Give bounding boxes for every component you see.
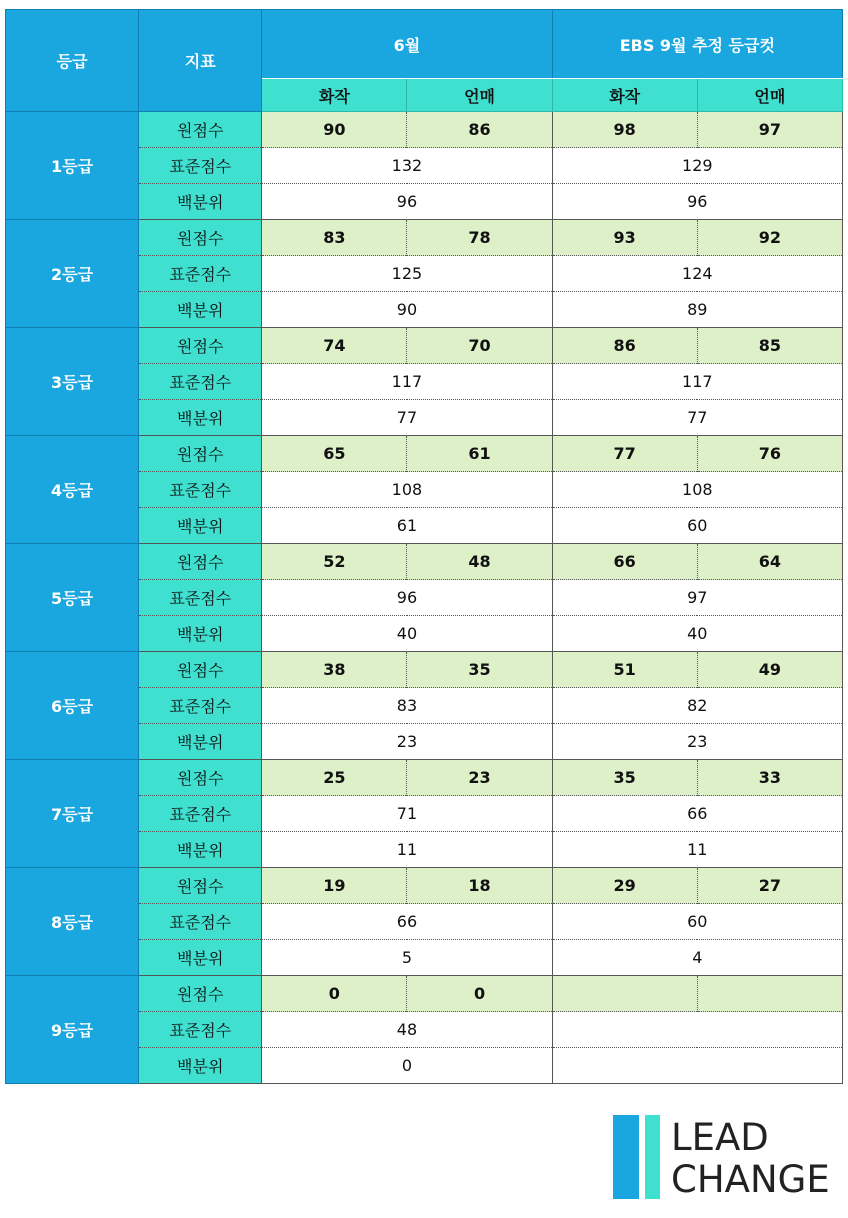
raw-score-cell: 51	[552, 652, 697, 688]
raw-score-cell: 49	[697, 652, 842, 688]
raw-score-cell: 52	[262, 544, 407, 580]
raw-score-cell: 61	[407, 436, 552, 472]
grade-label: 7등급	[6, 760, 139, 868]
metric-pct-label: 백분위	[139, 1048, 262, 1084]
metric-raw-label: 원점수	[139, 112, 262, 148]
percentile-cell: 5	[262, 940, 552, 976]
percentile-cell: 77	[552, 400, 842, 436]
metric-std-label: 표준점수	[139, 1012, 262, 1048]
metric-pct-label: 백분위	[139, 184, 262, 220]
metric-std-label: 표준점수	[139, 148, 262, 184]
raw-score-cell: 18	[407, 868, 552, 904]
table-row	[6, 652, 843, 688]
raw-score-cell: 97	[697, 112, 842, 148]
raw-score-cell: 78	[407, 220, 552, 256]
raw-score-cell: 29	[552, 868, 697, 904]
raw-score-cell: 35	[407, 652, 552, 688]
raw-score-cell: 23	[407, 760, 552, 796]
raw-score-cell: 38	[262, 652, 407, 688]
raw-score-cell: 0	[407, 976, 552, 1012]
standard-score-cell	[552, 1012, 842, 1048]
raw-score-cell: 33	[697, 760, 842, 796]
raw-score-cell: 27	[697, 868, 842, 904]
raw-score-cell: 90	[262, 112, 407, 148]
header-metric: 지표	[139, 10, 262, 112]
standard-score-cell: 83	[262, 688, 552, 724]
grade-cut-table	[5, 9, 843, 1084]
percentile-cell: 23	[552, 724, 842, 760]
standard-score-cell: 108	[552, 472, 842, 508]
table-row	[6, 868, 843, 904]
header-group-june: 6월	[262, 10, 552, 79]
grade-label: 3등급	[6, 328, 139, 436]
metric-std-label: 표준점수	[139, 688, 262, 724]
percentile-cell: 11	[552, 832, 842, 868]
header-group-ebs: EBS 9월 추정 등급컷	[552, 10, 842, 79]
lead-change-logo	[613, 1115, 838, 1200]
metric-std-label: 표준점수	[139, 904, 262, 940]
table-row	[6, 220, 843, 256]
raw-score-cell: 83	[262, 220, 407, 256]
logo-word-change: CHANGE	[671, 1158, 830, 1201]
metric-std-label: 표준점수	[139, 796, 262, 832]
header-june-hwajak: 화작	[262, 79, 407, 112]
logo-bar-teal	[645, 1115, 660, 1199]
table-row	[6, 544, 843, 580]
raw-score-cell: 19	[262, 868, 407, 904]
standard-score-cell: 82	[552, 688, 842, 724]
grade-label: 4등급	[6, 436, 139, 544]
metric-std-label: 표준점수	[139, 256, 262, 292]
metric-raw-label: 원점수	[139, 544, 262, 580]
raw-score-cell: 0	[262, 976, 407, 1012]
header-grade: 등급	[6, 10, 139, 112]
raw-score-cell	[697, 976, 842, 1012]
percentile-cell	[552, 1048, 842, 1084]
standard-score-cell: 108	[262, 472, 552, 508]
metric-raw-label: 원점수	[139, 328, 262, 364]
standard-score-cell: 125	[262, 256, 552, 292]
standard-score-cell: 124	[552, 256, 842, 292]
metric-raw-label: 원점수	[139, 220, 262, 256]
metric-raw-label: 원점수	[139, 976, 262, 1012]
table-row	[6, 328, 843, 364]
metric-pct-label: 백분위	[139, 724, 262, 760]
standard-score-cell: 129	[552, 148, 842, 184]
percentile-cell: 23	[262, 724, 552, 760]
metric-pct-label: 백분위	[139, 400, 262, 436]
raw-score-cell: 48	[407, 544, 552, 580]
raw-score-cell: 98	[552, 112, 697, 148]
table-row	[6, 760, 843, 796]
percentile-cell: 90	[262, 292, 552, 328]
header-ebs-hwajak: 화작	[552, 79, 697, 112]
percentile-cell: 40	[262, 616, 552, 652]
standard-score-cell: 48	[262, 1012, 552, 1048]
raw-score-cell: 66	[552, 544, 697, 580]
standard-score-cell: 71	[262, 796, 552, 832]
raw-score-cell: 35	[552, 760, 697, 796]
raw-score-cell: 65	[262, 436, 407, 472]
grade-label: 2등급	[6, 220, 139, 328]
raw-score-cell: 25	[262, 760, 407, 796]
percentile-cell: 96	[262, 184, 552, 220]
metric-pct-label: 백분위	[139, 616, 262, 652]
header-june-eonmae: 언매	[407, 79, 552, 112]
raw-score-cell: 76	[697, 436, 842, 472]
percentile-cell: 89	[552, 292, 842, 328]
percentile-cell: 0	[262, 1048, 552, 1084]
raw-score-cell: 70	[407, 328, 552, 364]
standard-score-cell: 66	[552, 796, 842, 832]
table-row	[6, 976, 843, 1012]
grade-label: 1등급	[6, 112, 139, 220]
percentile-cell: 60	[552, 508, 842, 544]
metric-pct-label: 백분위	[139, 832, 262, 868]
metric-std-label: 표준점수	[139, 472, 262, 508]
table-row	[6, 436, 843, 472]
standard-score-cell: 117	[262, 364, 552, 400]
metric-raw-label: 원점수	[139, 652, 262, 688]
standard-score-cell: 117	[552, 364, 842, 400]
metric-pct-label: 백분위	[139, 292, 262, 328]
metric-raw-label: 원점수	[139, 760, 262, 796]
percentile-cell: 61	[262, 508, 552, 544]
standard-score-cell: 96	[262, 580, 552, 616]
header-ebs-eonmae: 언매	[697, 79, 842, 112]
grade-label: 9등급	[6, 976, 139, 1084]
metric-pct-label: 백분위	[139, 940, 262, 976]
metric-raw-label: 원점수	[139, 868, 262, 904]
raw-score-cell: 77	[552, 436, 697, 472]
raw-score-cell: 86	[552, 328, 697, 364]
raw-score-cell: 93	[552, 220, 697, 256]
metric-std-label: 표준점수	[139, 580, 262, 616]
standard-score-cell: 97	[552, 580, 842, 616]
metric-raw-label: 원점수	[139, 436, 262, 472]
percentile-cell: 77	[262, 400, 552, 436]
logo-word-lead: LEAD	[671, 1116, 769, 1159]
grade-label: 8등급	[6, 868, 139, 976]
grade-label: 5등급	[6, 544, 139, 652]
grade-label: 6등급	[6, 652, 139, 760]
metric-pct-label: 백분위	[139, 508, 262, 544]
table-row	[6, 112, 843, 148]
raw-score-cell: 85	[697, 328, 842, 364]
table-body	[6, 112, 843, 1084]
raw-score-cell: 86	[407, 112, 552, 148]
standard-score-cell: 66	[262, 904, 552, 940]
logo-bar-blue	[613, 1115, 639, 1199]
percentile-cell: 96	[552, 184, 842, 220]
standard-score-cell: 60	[552, 904, 842, 940]
raw-score-cell: 64	[697, 544, 842, 580]
raw-score-cell	[552, 976, 697, 1012]
metric-std-label: 표준점수	[139, 364, 262, 400]
raw-score-cell: 92	[697, 220, 842, 256]
standard-score-cell: 132	[262, 148, 552, 184]
percentile-cell: 11	[262, 832, 552, 868]
raw-score-cell: 74	[262, 328, 407, 364]
percentile-cell: 4	[552, 940, 842, 976]
percentile-cell: 40	[552, 616, 842, 652]
